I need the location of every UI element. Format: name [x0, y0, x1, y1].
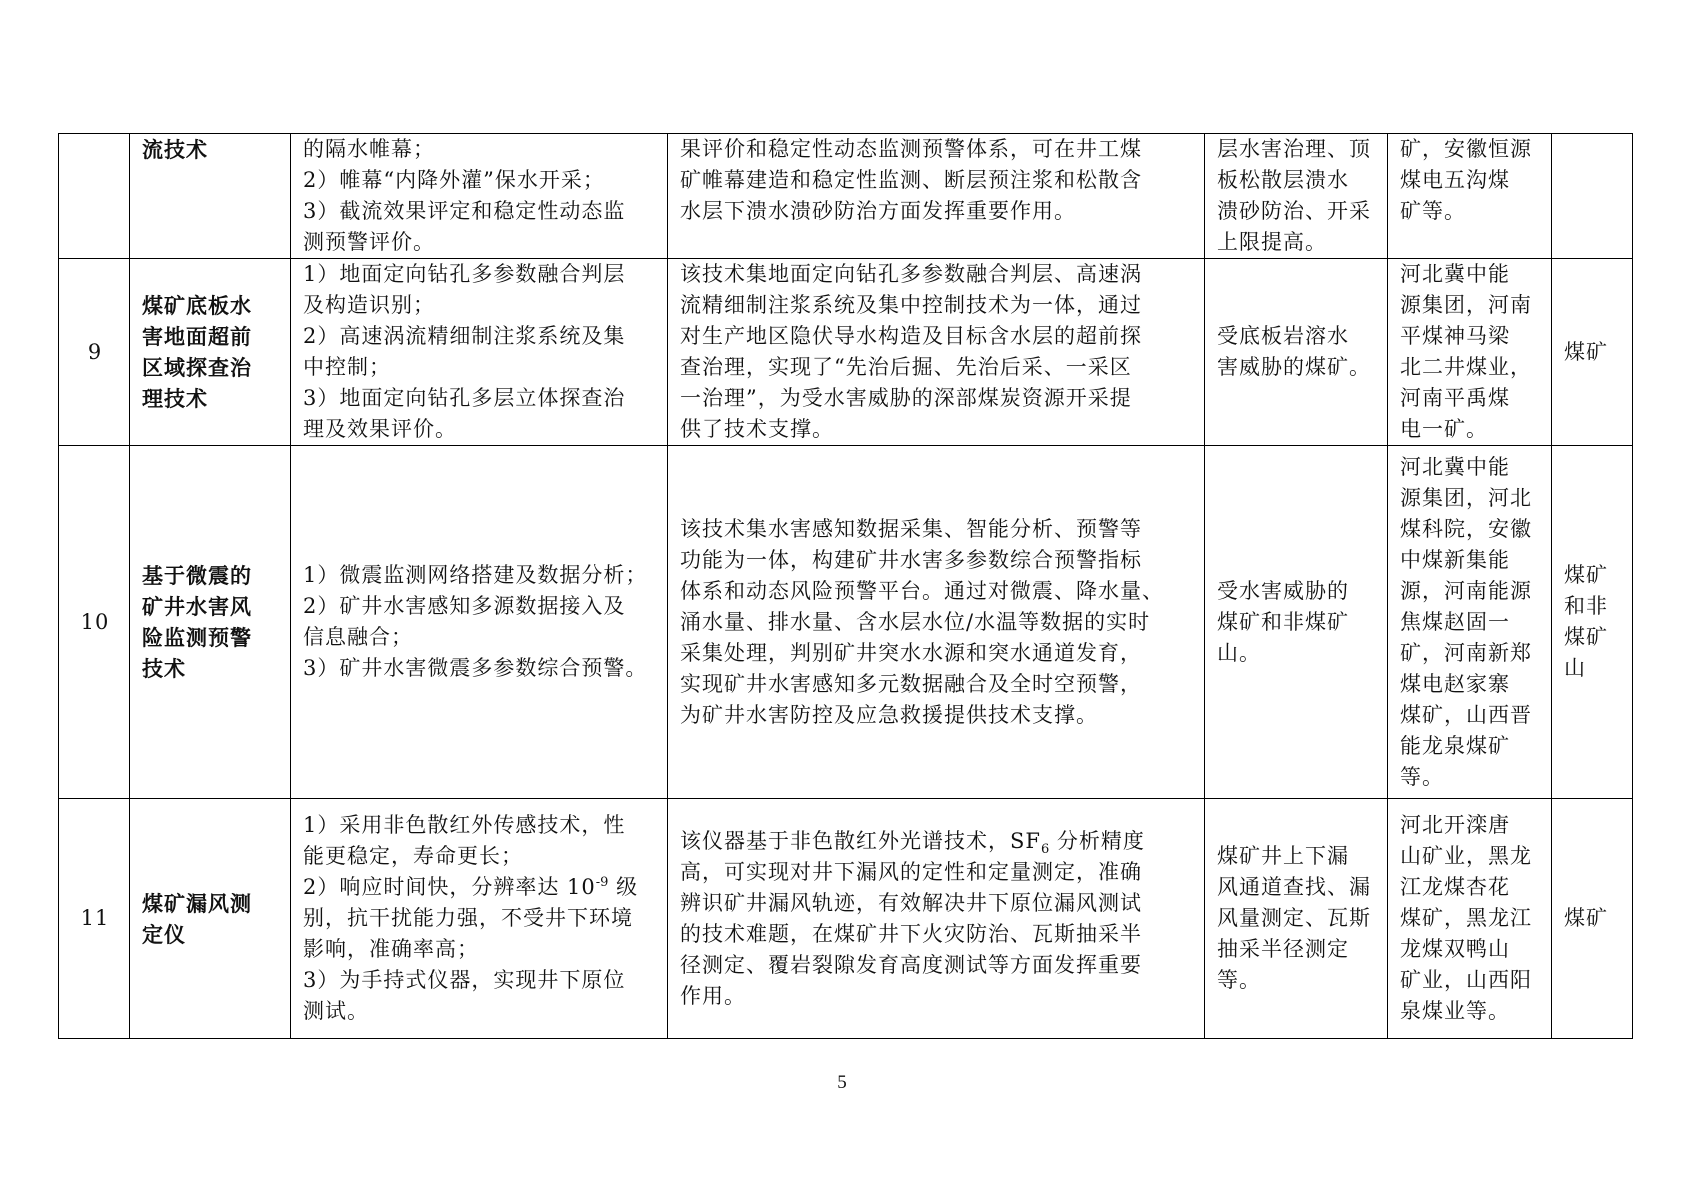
technology-name-line: 定仪: [142, 921, 186, 947]
key-points-line: 影响，准确率高；: [303, 937, 479, 961]
technology-description-line: 径测定、覆岩裂隙发育高度测试等方面发挥重要: [680, 952, 1142, 977]
key-points: [291, 446, 668, 799]
technology-description-line: 查治理，实现了“先治后掘、先治后采、一采区: [680, 355, 1132, 379]
application-cases-line: 河北冀中能: [1400, 262, 1510, 286]
technology-description-line: 该技术集水害感知数据采集、智能分析、预警等: [680, 516, 1142, 541]
key-points: [291, 259, 668, 446]
application-cases-line: 能龙泉煤矿: [1400, 733, 1510, 758]
applicable-scope-line: 山。: [1217, 640, 1261, 665]
application-cases-line: 矿业，山西阳: [1400, 968, 1532, 992]
application-cases-line: 江龙煤杏花: [1400, 875, 1510, 899]
technology-description-line: 高，可实现对井下漏风的定性和定量测定，准确: [680, 859, 1142, 884]
key-points-line: 2）帷幕“内降外灌”保水开采；: [303, 168, 605, 192]
application-field: [1552, 799, 1633, 1039]
application-field: [1552, 259, 1633, 446]
key-points: [291, 134, 668, 259]
technology-name-line: 区域探查治: [142, 355, 252, 380]
technology-name: [130, 134, 291, 259]
application-cases-line: 矿等。: [1400, 199, 1466, 223]
technology-description-line: 矿帷幕建造和稳定性监测、断层预注浆和松散含: [680, 168, 1142, 192]
applicable-scope: [1205, 799, 1388, 1039]
technology-description-line: 功能为一体，构建矿井水害多参数综合预警指标: [680, 547, 1142, 572]
technology-name-line: 矿井水害风: [142, 594, 252, 619]
technology-name: [130, 446, 291, 799]
row-index: 11: [59, 799, 130, 1039]
applicable-scope: [1205, 134, 1388, 259]
application-cases-line: 矿，河南新郑: [1400, 640, 1532, 665]
technology-description-line: 对生产地区隐伏导水构造及目标含水层的超前探: [680, 324, 1142, 348]
application-field: [1552, 446, 1633, 799]
technology-name-line: 煤矿漏风测: [142, 890, 252, 916]
application-cases-line: 煤矿，山西晋: [1400, 702, 1532, 727]
application-field-line: 煤矿: [1564, 906, 1608, 930]
application-cases-line: 焦煤赵固一: [1400, 609, 1510, 634]
applicable-scope-line: 受水害威胁的: [1217, 578, 1349, 603]
technology-description-line: 的技术难题，在煤矿井下火灾防治、瓦斯抽采半: [680, 921, 1142, 946]
application-field-line: 和非: [1564, 594, 1608, 618]
table-row: [59, 446, 1633, 799]
applicable-scope: [1205, 446, 1388, 799]
applicable-scope-line: 抽采半径测定: [1217, 937, 1349, 961]
technology-description-line: 作用。: [680, 983, 746, 1008]
key-points-line: 1）采用非色散红外传感技术，性: [303, 813, 626, 837]
application-cases-line: 平煤神马梁: [1400, 324, 1510, 348]
application-cases-line: 河南平禹煤: [1400, 386, 1510, 410]
key-points-line: 2）矿井水害感知多源数据接入及: [303, 594, 626, 618]
key-points: [291, 799, 668, 1039]
technology-name-line: 理技术: [142, 386, 208, 411]
row-index: 9: [59, 259, 130, 446]
application-cases-line: 煤电赵家寨: [1400, 671, 1510, 696]
application-cases-line: 煤矿，黑龙江: [1400, 906, 1532, 930]
applicable-scope-line: 风通道查找、漏: [1217, 875, 1371, 899]
applicable-scope-line: 煤矿井上下漏: [1217, 844, 1349, 868]
key-points-line: 3）地面定向钻孔多层立体探查治: [303, 386, 626, 410]
key-points-line: 1）微震监测网络搭建及数据分析；: [303, 563, 648, 587]
application-cases-line: 河北冀中能: [1400, 454, 1510, 479]
applicable-scope-line: 等。: [1217, 968, 1261, 992]
key-points-line: 3）矿井水害微震多参数综合预警。: [303, 656, 648, 680]
applicable-scope-line: 受底板岩溶水: [1217, 324, 1349, 348]
application-field-line: 山: [1564, 656, 1586, 680]
page-number: 5: [837, 1072, 847, 1093]
technology-description: [668, 134, 1205, 259]
technology-name: [130, 799, 291, 1039]
applicable-scope-line: 溃砂防治、开采: [1217, 199, 1371, 223]
application-cases: [1388, 134, 1552, 259]
applicable-scope-line: 上限提高。: [1217, 230, 1327, 254]
key-points-line: 中控制；: [303, 355, 391, 379]
application-field-line: 煤矿: [1564, 625, 1608, 649]
application-cases-line: 煤电五沟煤: [1400, 168, 1510, 192]
application-cases-line: 源，河南能源: [1400, 578, 1532, 603]
technology-name: [130, 259, 291, 446]
key-points-line: 3）截流效果评定和稳定性动态监: [303, 199, 626, 223]
application-cases-line: 河北开滦唐: [1400, 813, 1510, 837]
application-cases-line: 矿，安徽恒源: [1400, 137, 1532, 161]
key-points-line: 能更稳定，寿命更长；: [303, 844, 523, 868]
applicable-scope-line: 煤矿和非煤矿: [1217, 609, 1349, 634]
technology-description-line: 一治理”，为受水害威胁的深部煤炭资源开采提: [680, 386, 1132, 410]
technology-description-line: 为矿井水害防控及应急救援提供技术支撑。: [680, 702, 1098, 727]
application-cases-line: 龙煤双鸭山: [1400, 937, 1510, 961]
key-points-line: 1）地面定向钻孔多参数融合判层: [303, 262, 626, 286]
technology-name-line: 煤矿底板水: [142, 293, 252, 318]
key-points-line: 理及效果评价。: [303, 417, 457, 441]
technology-description-line: 该技术集地面定向钻孔多参数融合判层、高速涡: [680, 262, 1142, 286]
application-cases-line: 泉煤业等。: [1400, 999, 1510, 1023]
key-points-line: 测试。: [303, 999, 369, 1023]
applicable-scope-line: 板松散层溃水: [1217, 168, 1349, 192]
application-cases-line: 电一矿。: [1400, 417, 1488, 441]
technology-description-line: 辨识矿井漏风轨迹，有效解决井下原位漏风测试: [680, 890, 1142, 915]
application-cases-line: 中煤新集能: [1400, 547, 1510, 572]
key-points-line: 别，抗干扰能力强，不受井下环境: [303, 906, 633, 930]
key-points-line: 2）响应时间快，分辨率达 $10^{-9}$ 级: [303, 875, 639, 899]
application-field-line: 煤矿: [1564, 339, 1608, 364]
application-cases: [1388, 259, 1552, 446]
technology-name-line: 技术: [142, 656, 186, 681]
key-points-line: 测预警评价。: [303, 230, 435, 254]
applicable-scope: [1205, 259, 1388, 446]
technology-description-line: 体系和动态风险预警平台。通过对微震、降水量、: [680, 578, 1164, 603]
technology-table: [58, 133, 1633, 1039]
key-points-line: 及构造识别；: [303, 293, 435, 317]
technology-description: [668, 799, 1205, 1039]
application-cases-line: 源集团，河北: [1400, 485, 1532, 510]
row-index: [59, 134, 130, 259]
technology-description-line: 实现矿井水害感知多元数据融合及全时空预警，: [680, 671, 1142, 696]
technology-name-line: 险监测预警: [142, 625, 252, 650]
application-cases-line: 煤科院，安徽: [1400, 516, 1532, 541]
technology-description: [668, 259, 1205, 446]
application-cases: [1388, 799, 1552, 1039]
technology-name-line: 害地面超前: [142, 324, 252, 349]
applicable-scope-line: 层水害治理、顶: [1217, 137, 1371, 161]
key-points-line: 信息融合；: [303, 625, 413, 649]
row-index: 10: [59, 446, 130, 799]
application-cases-line: 山矿业，黑龙: [1400, 844, 1532, 868]
application-field: [1552, 134, 1633, 259]
application-cases: [1388, 446, 1552, 799]
table-row: [59, 259, 1633, 446]
application-cases-line: 北二井煤业，: [1400, 355, 1532, 379]
key-points-line: 3）为手持式仪器，实现井下原位: [303, 968, 626, 992]
technology-name-line: 流技术: [142, 137, 208, 162]
technology-description-line: 水层下溃水溃砂防治方面发挥重要作用。: [680, 199, 1076, 223]
key-points-line: 的隔水帷幕；: [303, 137, 435, 161]
technology-description-line: 涌水量、排水量、含水层水位/水温等数据的实时: [680, 609, 1151, 634]
technology-description-line: 果评价和稳定性动态监测预警体系，可在井工煤: [680, 137, 1142, 161]
technology-description-line: 采集处理，判别矿井突水水源和突水通道发育，: [680, 640, 1142, 665]
technology-description-line: 流精细制注浆系统及集中控制技术为一体，通过: [680, 293, 1142, 317]
application-cases-line: 等。: [1400, 764, 1444, 789]
application-field-line: 煤矿: [1564, 563, 1608, 587]
applicable-scope-line: 风量测定、瓦斯: [1217, 906, 1371, 930]
technology-description-line: 供了技术支撑。: [680, 417, 834, 441]
table-row: [59, 799, 1633, 1039]
applicable-scope-line: 害威胁的煤矿。: [1217, 355, 1371, 379]
application-cases-line: 源集团，河南: [1400, 293, 1532, 317]
technology-name-line: 基于微震的: [142, 563, 252, 588]
table-row: [59, 134, 1633, 259]
key-points-line: 2）高速涡流精细制注浆系统及集: [303, 324, 626, 348]
technology-description: [668, 446, 1205, 799]
technology-description-line: 该仪器基于非色散红外光谱技术，$SF_6$ 分析精度: [680, 828, 1145, 857]
